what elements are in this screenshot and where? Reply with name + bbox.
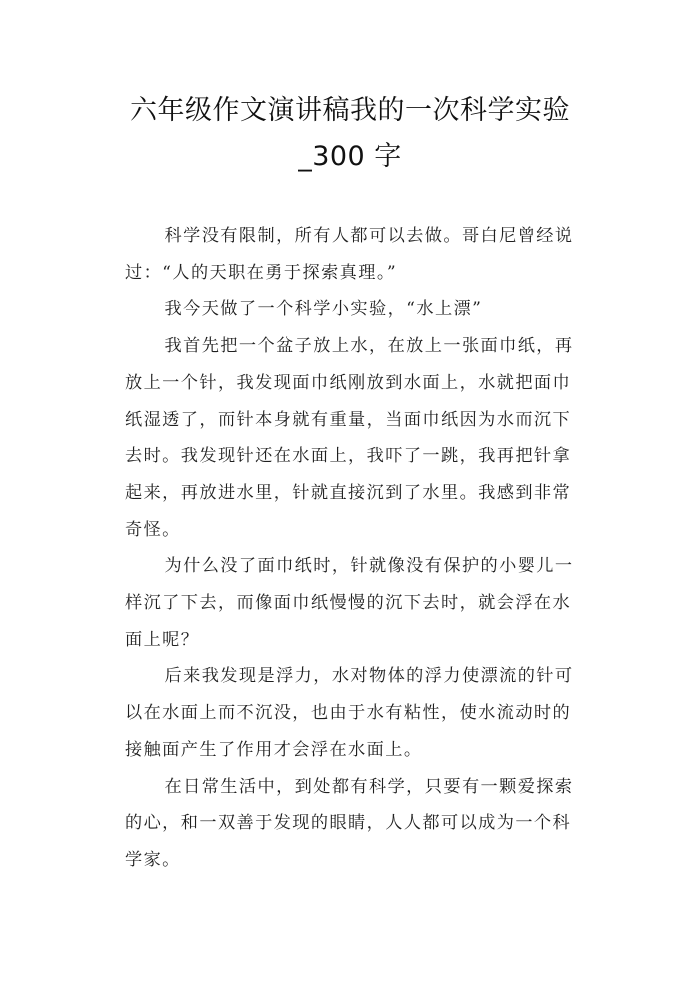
- document-title: [110, 88, 590, 180]
- title-line-2: _300 字: [298, 141, 402, 172]
- paragraph: 科学没有限制，所有人都可以去做。哥白尼曾经说过：“人的天职在勇于探索真理。”: [125, 226, 574, 283]
- paragraph: 在日常生活中，到处都有科学，只要有一颗爱探索的心，和一双善于发现的眼睛，人人都可以成为一个科学家。: [125, 776, 574, 870]
- paragraph: 后来我发现是浮力，水对物体的浮力使漂流的针可以在水面上而不沉没，也由于水有粘性，使水流动时的接触面产生了作用才会浮在水面上。: [125, 666, 574, 760]
- paragraph: 我今天做了一个科学小实验，“水上漂”: [164, 299, 483, 320]
- paragraph: 我首先把一个盆子放上水，在放上一张面巾纸，再放上一个针，我发现面巾纸刚放到水面上，水就把面巾纸湿透了，而针本身就有重量，当面巾纸因为水而沉下去时。我发现针还在水面上，我吓了一跳，我再把针拿起来，再放进水里，针就直接沉到了水里。我感到非常奇怪。: [125, 336, 574, 540]
- title-line-1: 六年级作文演讲稿我的一次科学实验: [130, 95, 570, 126]
- paragraph: 为什么没了面巾纸时，针就像没有保护的小婴儿一样沉了下去，而像面巾纸慢慢的沉下去时，就会浮在水面上呢？: [125, 556, 574, 650]
- document-body: [125, 218, 580, 879]
